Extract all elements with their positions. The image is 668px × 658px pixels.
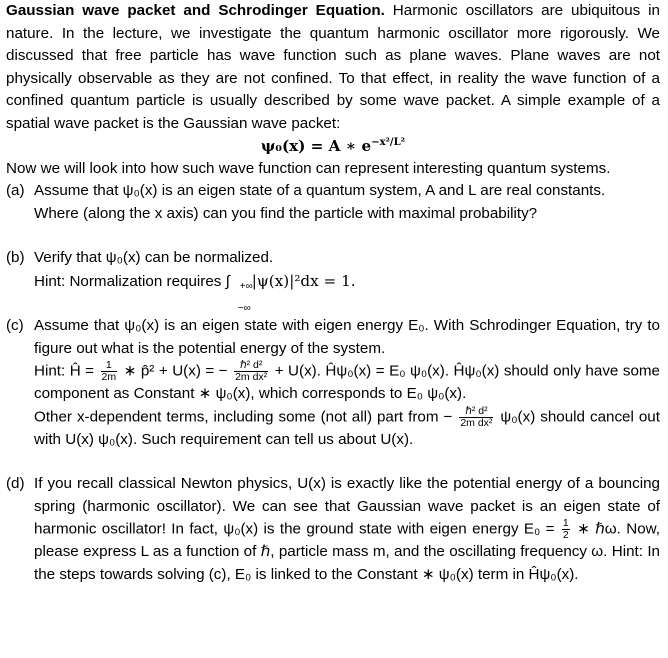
part-c-hint-c: + U(x). Ĥψ₀(x) = E₀ ψ₀(x). Ĥψ₀(x) should only have some component as Constant ∗ ψ₀(x), which corresponds to E₀ ψ₀(x). bbox=[34, 362, 660, 403]
fraction-kinetic-operator: $\frac{\text{ℏ² d²}}{\text{2m dx²}}$ bbox=[235, 359, 268, 383]
integral-upper-limit: +∞ bbox=[239, 280, 253, 292]
intro-text: Harmonic oscillators are ubiquitous in nature. In the lecture, we investigate the quantum harmonic oscillator more rigorously. We discussed that free particle has wave function such as plane waves. Plane waves are not physically observable as they are not confined. To that effect, in reality the wave function of a confined quantum particle is usually described by some wave packet. A simple example of a spatial wave packet is the Gaussian wave packet: bbox=[6, 2, 660, 132]
integral-lower-limit: −∞ bbox=[237, 302, 251, 314]
gaussian-equation-base: ψ₀(x) = A ∗ e bbox=[261, 137, 372, 155]
part-c-hint-e: ψ₀(x) should cancel out with U(x) ψ₀(x). Such requirement can tell us about U(x). bbox=[34, 408, 660, 448]
part-d-text-a: If you recall classical Newton physics, U(x) is exactly like the potential energy of a bouncing spring (harmonic oscillator). We can see that Gaussian wave packet is an eigen state of harmonic oscillator! In fact, ψ₀(x) is the ground state with eigen energy E₀ = bbox=[34, 475, 660, 538]
part-b-hint-suffix: |ψ(x)|²dx = 1. bbox=[251, 271, 356, 290]
part-a-line1: Assume that ψ₀(x) is an eigen state of a quantum system, A and L are real constants. bbox=[34, 182, 606, 199]
part-c-hint-2 bbox=[34, 406, 660, 452]
spacer bbox=[6, 293, 660, 315]
part-b bbox=[6, 247, 660, 314]
part-c-line1: Assume that ψ₀(x) is an eigen state with eigen energy E₀. With Schrodinger Equation, try to figure out what is the potential energy of the system. bbox=[34, 317, 660, 357]
fraction-kinetic-operator-2: $\frac{\text{ℏ² d²}}{\text{2m dx²}}$ bbox=[460, 404, 493, 429]
gaussian-equation-exponent: −x²/L² bbox=[371, 136, 405, 148]
part-c-hint-b: ∗ p̂² + U(x) = − bbox=[123, 362, 228, 380]
intro-title: Gaussian wave packet and Schrodinger Equation. bbox=[6, 2, 385, 19]
intro-paragraph bbox=[6, 0, 660, 135]
part-b-label: (b) bbox=[6, 249, 25, 266]
fraction-one-half: $\frac{1}{2}$ bbox=[562, 517, 569, 542]
gaussian-equation bbox=[6, 135, 660, 158]
part-b-line1: Verify that ψ₀(x) can be normalized. bbox=[34, 249, 274, 266]
part-d-text bbox=[34, 473, 660, 586]
part-b-hint-prefix: Hint: Normalization requires ∫ bbox=[34, 272, 230, 290]
part-c-hint bbox=[34, 360, 660, 406]
spacer bbox=[6, 451, 660, 473]
part-a-line2: Where (along the x axis) can you find the particle with maximal probability? bbox=[34, 204, 538, 222]
part-d-label: (d) bbox=[6, 475, 25, 493]
part-a-label: (a) bbox=[6, 182, 25, 199]
part-b-hint bbox=[34, 270, 660, 314]
intro-followup: Now we will look into how such wave function can represent interesting quantum systems. bbox=[6, 159, 611, 177]
part-d-text-b: ∗ ℏω. Now, please express L as a function of ℏ, particle mass m, and the oscillating frequency ω. Hint: In the steps towards solving (c), E₀ is linked to the Constant ∗ ψ₀(x) term in Ĥψ₀(x). bbox=[34, 520, 660, 583]
part-d bbox=[6, 473, 660, 586]
spacer bbox=[6, 225, 660, 247]
part-c-hint-a: Hint: Ĥ = bbox=[34, 362, 95, 380]
fraction-one-over-2m: $\frac{1}{2m}$ bbox=[101, 359, 117, 383]
part-c-hint-d: Other x-dependent terms, including some (not all) part from − bbox=[34, 408, 453, 426]
part-a bbox=[6, 180, 660, 225]
part-c bbox=[6, 315, 660, 451]
part-c-label: (c) bbox=[6, 317, 24, 334]
